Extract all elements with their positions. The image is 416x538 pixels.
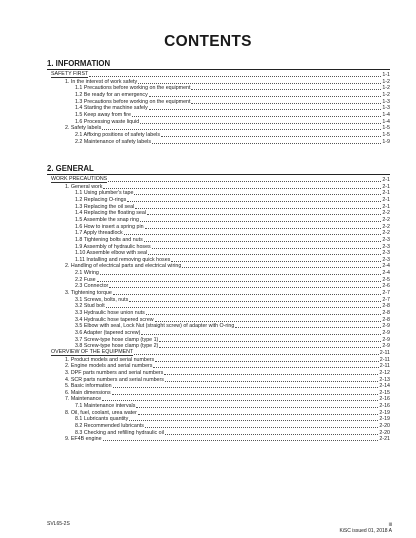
dot-leader	[152, 247, 382, 249]
toc-entry-label: 1.6 Processing waste liquid	[75, 118, 140, 125]
toc-entry-page: 2-1	[382, 177, 390, 183]
toc-entry-label: 3.6 Adapter (tapered screw)	[75, 329, 141, 336]
toc-entry-label: OVERVIEW OF THE EQUIPMENT	[51, 348, 134, 355]
toc-entry[interactable]	[75, 105, 390, 111]
toc-entry-label: 5. Basic information	[65, 383, 112, 390]
toc-entry-label: 1.8 Tightening bolts and nuts	[75, 236, 143, 243]
dot-leader	[182, 266, 381, 268]
toc-entry-label: 8.1 Lubricants quantity	[75, 416, 129, 423]
dot-leader	[153, 366, 378, 368]
toc-entry[interactable]	[75, 237, 390, 243]
toc-entry-page: 2-2	[382, 223, 390, 230]
toc-entry[interactable]	[65, 79, 390, 85]
dot-leader	[124, 233, 382, 235]
toc-entry-page: 2-7	[382, 296, 390, 303]
toc-entry-page: 1-5	[382, 131, 390, 138]
toc-entry[interactable]	[51, 177, 390, 183]
toc-entry-page: 2-13	[379, 376, 390, 383]
toc-entry-page: 2-1	[382, 183, 390, 190]
toc-entry[interactable]	[75, 270, 390, 276]
dot-leader	[113, 386, 379, 388]
dot-leader	[127, 200, 381, 202]
toc-entry-label: 1.4 Replacing the floating seal	[75, 210, 146, 217]
toc-entry[interactable]	[75, 132, 390, 138]
toc-entry[interactable]	[65, 263, 390, 269]
dot-leader	[112, 393, 379, 395]
toc-entry[interactable]	[65, 377, 390, 383]
toc-entry-label: 3.3 Hydraulic hose union nuts	[75, 310, 145, 316]
dot-leader	[134, 353, 379, 355]
toc-entry-page: 2-20	[379, 429, 390, 436]
toc-entry-label: 3.7 Screw-type hose clamp (type 1)	[75, 336, 159, 343]
dot-leader	[145, 227, 382, 229]
toc-entry[interactable]	[75, 217, 390, 223]
toc-entry-label: 2.1 Affixing positions of safety labels	[75, 131, 160, 138]
toc-entry[interactable]	[75, 99, 390, 105]
toc-entry-label: 8.3 Checking and refilling hydraulic oil	[75, 429, 164, 436]
dot-leader	[145, 426, 378, 428]
toc-entry-page: 2-4	[382, 263, 390, 270]
toc-entry[interactable]	[75, 423, 390, 429]
dot-leader	[136, 406, 378, 408]
toc-entry-page: 2-19	[379, 416, 390, 423]
toc-entry-page: 2-8	[382, 310, 390, 316]
toc-entry-label: 1.2 Replacing O-rings	[75, 196, 127, 203]
toc-entry[interactable]	[75, 139, 390, 145]
dot-leader	[100, 273, 381, 275]
dot-leader	[138, 413, 379, 415]
toc-entry[interactable]	[75, 119, 390, 125]
toc-entry-label: 3.5 Elbow with seal, Lock Nut (straight screw) of adapter with O-ring	[75, 323, 235, 330]
dot-leader	[149, 95, 382, 97]
toc-entry-page: 2-12	[379, 369, 390, 376]
issue-info: KiSC issued 01, 2018 A	[339, 528, 392, 534]
toc-entry-page: 1-4	[382, 118, 390, 125]
toc-entry-page: 2-11	[379, 349, 390, 356]
toc-entry-page: 2-21	[379, 436, 390, 443]
dot-leader	[140, 220, 381, 222]
toc-entry-label: 2. Engine models and serial numbers	[65, 363, 153, 370]
toc-entry[interactable]	[65, 410, 390, 416]
dot-leader	[106, 306, 382, 308]
toc-entry-label: 3.8 Screw-type hose clamp (type 2)	[75, 343, 159, 350]
dot-leader	[138, 82, 381, 84]
toc-entry-label: 3.1 Screws, bolts, nuts	[75, 296, 129, 303]
toc-entry-page: 2-16	[379, 403, 390, 410]
dot-leader	[97, 280, 382, 282]
section-heading: 1. INFORMATION	[47, 59, 390, 70]
toc-entry-page: 2-2	[382, 210, 390, 217]
toc-entry-page: 2-15	[379, 389, 390, 396]
toc-entry[interactable]	[65, 436, 390, 442]
toc-entry-page: 2-3	[382, 256, 390, 263]
dot-leader	[147, 213, 381, 215]
dot-leader	[165, 433, 378, 435]
dot-leader	[103, 439, 379, 441]
toc-entry[interactable]	[75, 330, 390, 336]
toc-entry-label: 1. General work	[65, 183, 103, 190]
toc-entry-page: 2-2	[382, 216, 390, 223]
toc-entry[interactable]	[75, 112, 390, 118]
toc-entry-page: 1-2	[382, 91, 390, 98]
page-number: iii	[388, 522, 392, 528]
toc-entry-page: 2-9	[382, 323, 390, 330]
toc-entry-label: WORK PRECAUTIONS	[51, 176, 108, 182]
toc-entry[interactable]	[75, 92, 390, 98]
toc-entry[interactable]	[75, 204, 390, 210]
dot-leader	[146, 313, 382, 315]
toc-entry[interactable]	[75, 244, 390, 250]
dot-leader	[102, 128, 381, 130]
toc-entry[interactable]	[51, 350, 390, 356]
section-heading: 2. GENERAL	[47, 164, 390, 175]
toc-entry-label: 1.2 Be ready for an emergency	[75, 91, 148, 98]
toc-entry-label: 1.1 Using plumber's tape	[75, 190, 134, 197]
toc-entry-label: 1. Product models and serial numbers	[65, 356, 155, 363]
toc-entry-page: 2-2	[382, 230, 390, 237]
toc-entry[interactable]	[51, 72, 390, 78]
toc-entry-page: 1-5	[382, 125, 390, 132]
dot-leader	[144, 240, 382, 242]
toc-entry-label: 2.3 Connector	[75, 283, 109, 290]
toc-entry-label: 1.5 Assemble the snap ring	[75, 216, 139, 223]
toc-entry[interactable]	[75, 416, 390, 422]
toc-entry-label: 1.3 Replacing the oil seal	[75, 203, 135, 210]
dot-leader	[89, 75, 381, 77]
toc-entry-page: 2-1	[382, 203, 390, 210]
toc-entry-label: 1.6 How to insert a spring pin	[75, 223, 144, 230]
toc-entry-page: 1-1	[382, 72, 390, 78]
toc-entry-label: 1.1 Precautions before working on the equipment	[75, 85, 191, 92]
toc-entry-label: 3. Tightening torque	[65, 290, 112, 297]
toc-entry-label: SAFETY FIRST	[51, 71, 89, 77]
dot-leader	[102, 399, 378, 401]
toc-entry-page: 2-14	[379, 383, 390, 390]
toc-entry[interactable]	[65, 383, 390, 389]
toc-entry[interactable]	[75, 230, 390, 236]
toc-entry-label: 1. In the interest of work safety	[65, 78, 138, 85]
dot-leader	[113, 293, 382, 295]
toc-entry[interactable]	[75, 190, 390, 196]
dot-leader	[148, 253, 381, 255]
dot-leader	[165, 380, 378, 382]
model-code: SVL65-2S	[47, 521, 70, 527]
toc-entry-page: 1-9	[382, 138, 390, 145]
toc-entry-page: 2-3	[382, 236, 390, 243]
toc-entry-page: 1-3	[382, 105, 390, 112]
toc-entry-page: 2-11	[379, 356, 390, 363]
toc-entry[interactable]	[75, 210, 390, 216]
toc-entry-page: 2-9	[382, 343, 390, 350]
toc-entry[interactable]	[75, 337, 390, 343]
dot-leader	[155, 320, 382, 322]
toc-entry[interactable]	[65, 290, 390, 296]
toc-entry-label: 1.9 Assembly of hydraulic hoses	[75, 243, 151, 250]
dot-leader	[129, 419, 378, 421]
toc-entry-page: 2-9	[382, 336, 390, 343]
toc-entry-label: 3.2 Stud bolt	[75, 303, 105, 310]
dot-leader	[103, 187, 381, 189]
toc-entry[interactable]	[75, 250, 390, 256]
toc-entry[interactable]	[75, 257, 390, 263]
toc-entry[interactable]	[75, 317, 390, 323]
toc-entry-page: 2-19	[379, 409, 390, 416]
dot-leader	[159, 346, 381, 348]
toc-entry[interactable]	[75, 197, 390, 203]
toc-entry-label: 1.3 Precautions before working on the equipment	[75, 98, 191, 105]
toc-entry-page: 2-3	[382, 250, 390, 257]
dot-leader	[191, 102, 381, 104]
dot-leader	[155, 360, 379, 362]
dot-leader	[140, 122, 381, 124]
toc-entry[interactable]	[65, 125, 390, 131]
toc-entry-page: 2-9	[382, 329, 390, 336]
toc-entry[interactable]	[65, 363, 390, 369]
dot-leader	[152, 142, 381, 144]
toc-entry-page: 1-4	[382, 111, 390, 118]
dot-leader	[135, 207, 381, 209]
toc-entry[interactable]	[65, 370, 390, 376]
toc-entry-page: 2-11	[379, 363, 390, 370]
toc-entry[interactable]	[65, 390, 390, 396]
dot-leader	[159, 340, 381, 342]
toc-entry[interactable]	[75, 430, 390, 436]
toc-entry-label: 1.10 Assemble elbow with seal	[75, 250, 148, 257]
toc-entry-page: 2-20	[379, 423, 390, 430]
toc-entry[interactable]	[75, 85, 390, 91]
toc-entry-page: 2-8	[382, 303, 390, 310]
toc-entry-label: 8.2 Recommended lubricants	[75, 423, 144, 430]
dot-leader	[108, 180, 381, 182]
toc-entry-page: 2-1	[382, 190, 390, 197]
toc-entry-page: 2-7	[382, 290, 390, 297]
dot-leader	[171, 260, 381, 262]
toc-entry[interactable]	[75, 303, 390, 309]
toc-entry-label: 2. Handling of electrical parts and electrical wiring	[65, 263, 182, 270]
toc-entry-label: 1.4 Starting the machine safely	[75, 105, 148, 112]
toc-entry-label: 4. SCR parts numbers and serial numbers	[65, 376, 164, 383]
dot-leader	[134, 193, 381, 195]
page-title: CONTENTS	[164, 33, 252, 50]
dot-leader	[235, 326, 381, 328]
toc-entry[interactable]	[75, 224, 390, 230]
toc-entry[interactable]	[75, 277, 390, 283]
dot-leader	[161, 135, 381, 137]
toc-entry-label: 1.5 Keep away from fire	[75, 111, 131, 118]
toc-entry[interactable]	[75, 403, 390, 409]
toc-entry-page: 1-2	[382, 78, 390, 85]
toc-entry[interactable]	[65, 357, 390, 363]
toc-entry-label: 7. Maintenance	[65, 396, 102, 403]
toc-entry-label: 1.7 Apply threadlock	[75, 230, 123, 237]
toc-entry-page: 2-3	[382, 243, 390, 250]
toc-entry-page: 2-6	[382, 283, 390, 290]
toc-entry-label: 2. Safety labels	[65, 125, 102, 132]
toc-entry[interactable]	[75, 297, 390, 303]
toc-entry-page: 1-3	[382, 98, 390, 105]
toc-entry-label: 2.2 Fuse	[75, 276, 96, 283]
toc-entry-page: 2-5	[382, 276, 390, 283]
toc-entry-label: 6. Main dimensions	[65, 389, 111, 396]
toc-entry-label: 2.2 Maintenance of safety labels	[75, 138, 151, 145]
toc-entry-label: 8. Oil, fuel, coolant, urea water	[65, 409, 137, 416]
toc-entry[interactable]	[65, 396, 390, 402]
toc-entry-page: 1-2	[382, 85, 390, 92]
toc-entry[interactable]	[65, 184, 390, 190]
toc-entry-label: 3. DPF parts numbers and serial numbers	[65, 369, 164, 376]
toc-entry-page: 2-1	[382, 196, 390, 203]
dot-leader	[191, 88, 381, 90]
dot-leader	[109, 286, 381, 288]
toc-entry-label: 1.11 Installing and removing quick hoses	[75, 256, 171, 263]
toc-entry-page: 2-4	[382, 270, 390, 277]
toc-entry[interactable]	[75, 310, 390, 316]
toc-entry-page: 2-8	[382, 316, 390, 323]
dot-leader	[132, 115, 381, 117]
dot-leader	[129, 300, 381, 302]
toc-entry-label: 9. EF4B engine	[65, 436, 102, 443]
toc-entry-label: 7.1 Maintenance intervals	[75, 403, 136, 410]
toc-entry-label: 3.4 Hydraulic hose tapered screw	[75, 316, 154, 323]
dot-leader	[141, 333, 381, 335]
dot-leader	[164, 373, 378, 375]
toc-entry-page: 2-16	[379, 396, 390, 403]
toc-entry[interactable]	[75, 283, 390, 289]
toc-entry[interactable]	[75, 323, 390, 329]
dot-leader	[149, 108, 382, 110]
toc-entry-label: 2.1 Wiring	[75, 270, 99, 277]
